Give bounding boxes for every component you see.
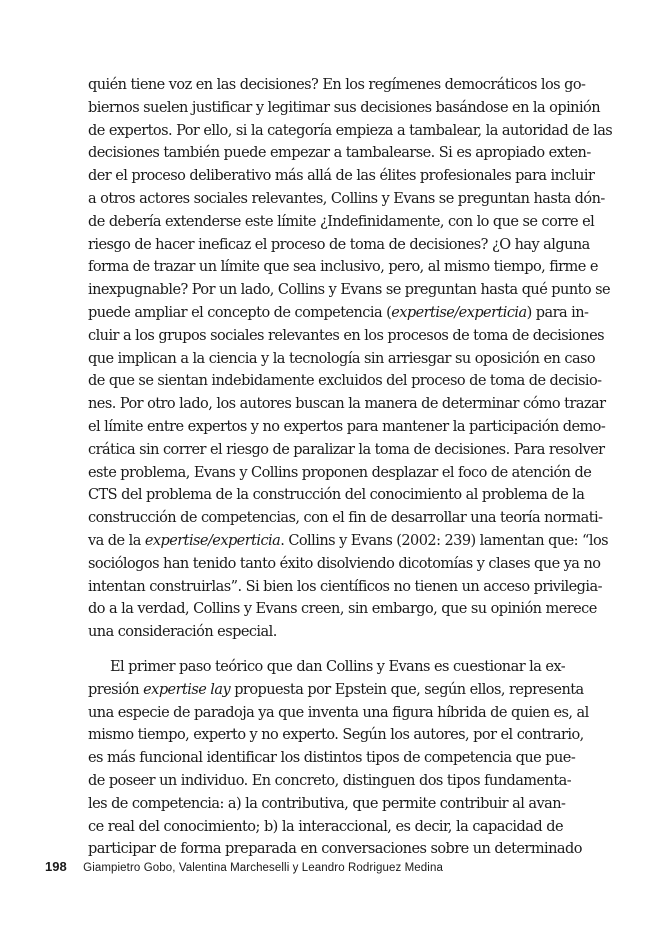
text-line: construcción de competencias, con el fin de desarrollar una teoría normati- [88,510,603,527]
text-line: de expertos. Por ello, si la categoría empieza a tambalear, la autoridad de las [88,122,613,139]
text-line: que implican a la ciencia y la tecnología sin arriesgar su oposición en caso [88,350,596,367]
text-line: decisiones también puede empezar a tambalearse. Si es apropiado exten- [88,145,591,162]
text-line: les de competencia: a) la contributiva, que permite contribuir al avan- [88,795,566,812]
text-line: CTS del problema de la construcción del conocimiento al problema de la [88,487,585,504]
page-number: 198 [45,859,67,874]
paragraph-2 [88,656,589,861]
text-line: es más funcional identificar los distintos tipos de competencia que pue- [88,750,576,767]
page-footer [45,858,443,876]
text-line: a otros actores sociales relevantes, Collins y Evans se preguntan hasta dón- [88,190,605,207]
text-line: intentan construirlas”. Si bien los científicos no tienen un acceso privilegia- [88,578,602,595]
text-line: do a la verdad, Collins y Evans creen, sin embargo, que su opinión merece [88,601,597,618]
text-line: de debería extenderse este límite ¿Indefinidamente, con lo que se corre el [88,213,595,230]
text-line: der el proceso deliberativo más allá de las élites profesionales para incluir [88,168,595,185]
text-line: va de la expertise/experticia. Collins y Evans (2002: 239) lamentan que: “los [88,532,609,549]
text-line: El primer paso teórico que dan Collins y Evans es cuestionar la ex- [110,658,566,675]
text-line: de que se sientan indebidamente excluidos del proceso de toma de decisio- [88,373,602,390]
text-line: el límite entre expertos y no expertos para mantener la participación demo- [88,418,606,435]
text-line: ce real del conocimiento; b) la interaccional, es decir, la capacidad de [88,818,563,835]
text-line: de poseer un individuo. En concreto, distinguen dos tipos fundamenta- [88,772,572,789]
paragraph-1 [88,74,613,644]
italic-term: expertise/experticia [391,304,527,321]
text-line: sociólogos han tenido tanto éxito disolviendo dicotomías y clases que ya no [88,555,601,572]
paragraph-gap [88,644,563,656]
text-line: riesgo de hacer ineficaz el proceso de toma de decisiones? ¿O hay alguna [88,236,590,253]
text-line: este problema, Evans y Collins proponen desplazar el foco de atención de [88,464,592,481]
italic-term: expertise lay [143,681,231,698]
text-line: biernos suelen justificar y legitimar sus decisiones basándose en la opinión [88,99,601,116]
text-line: presión expertise lay propuesta por Epstein que, según ellos, representa [88,681,584,698]
italic-term: expertise/experticia [144,532,281,549]
text-line: mismo tiempo, experto y no experto. Según los autores, por el contrario, [88,727,584,744]
text-line: inexpugnable? Por un lado, Collins y Evans se preguntan hasta qué punto se [88,282,611,299]
text-line: una consideración especial. [88,624,277,641]
text-line: forma de trazar un límite que sea inclusivo, pero, al mismo tiempo, firme e [88,259,598,276]
running-footer-authors: Giampietro Gobo, Valentina Marcheselli y Leandro Rodriguez Medina [83,862,443,874]
text-line: nes. Por otro lado, los autores buscan la manera de determinar cómo trazar [88,396,606,413]
text-line: participar de forma preparada en conversaciones sobre un determinado [88,841,582,858]
text-line: quién tiene voz en las decisiones? En los regímenes democráticos los go- [88,77,586,93]
text-line: crática sin correr el riesgo de paralizar la toma de decisiones. Para resolver [88,441,605,458]
text-line: puede ampliar el concepto de competencia (expertise/experticia) para in- [88,304,589,321]
body-text [88,74,613,861]
text-line: cluir a los grupos sociales relevantes en los procesos de toma de decisiones [88,327,605,344]
text-line: una especie de paradoja ya que inventa una figura híbrida de quien es, al [88,704,589,721]
